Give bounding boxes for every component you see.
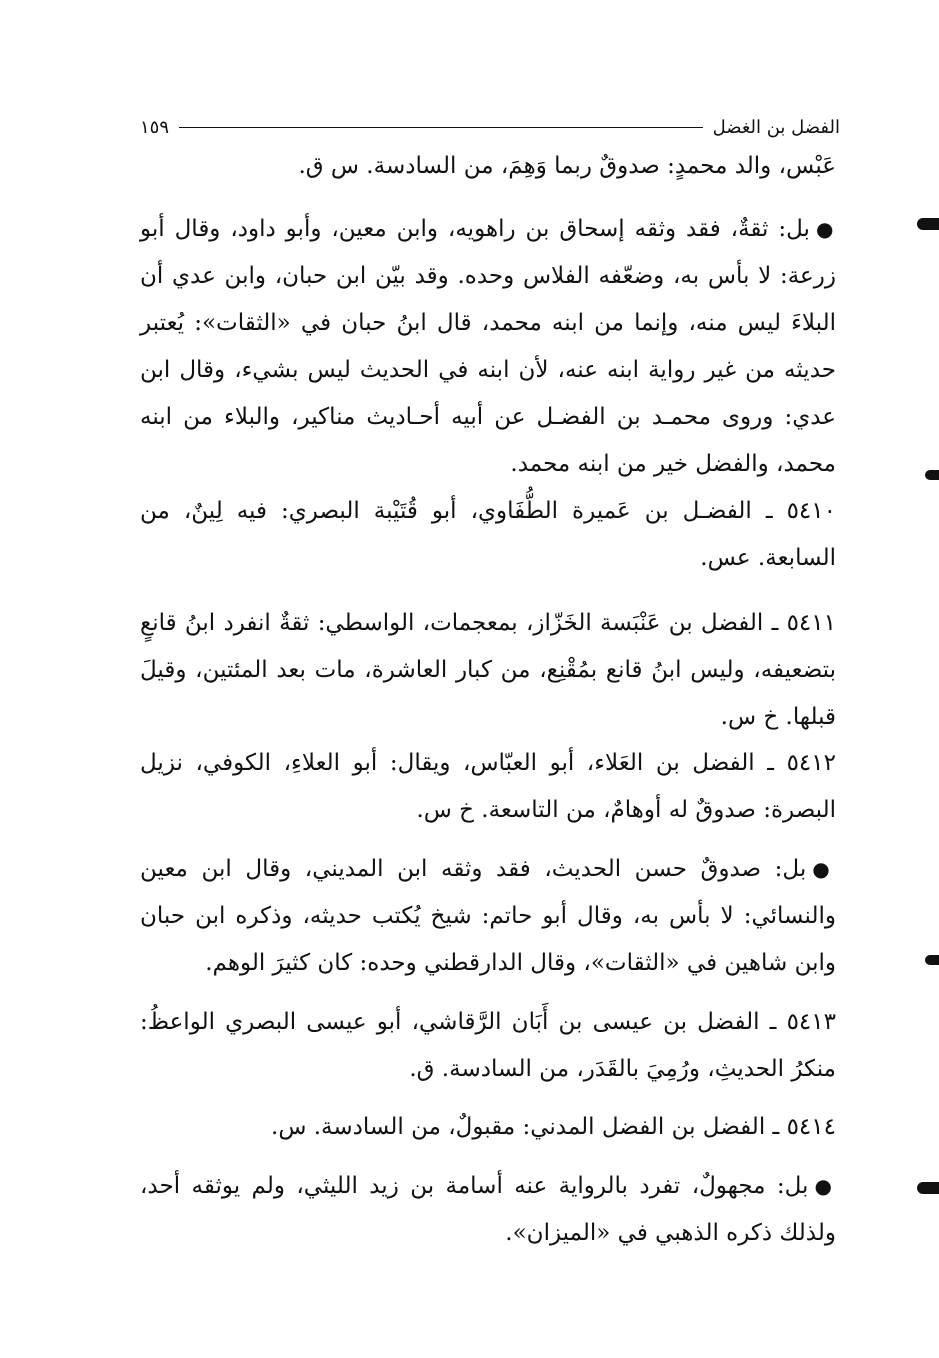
entry-5411 (140, 600, 836, 741)
entry-text: ٥٤١٣ ـ الفضل بن عيسى بن أَبَان الرَّقاشي، أبو عيسى البصري الواعظُ: منكرُ الحديثِ، ورُمِيَ بالقَدَر، من السادسة. ق. (140, 1009, 836, 1082)
entry-5412 (140, 740, 836, 834)
margin-tab-mark (925, 470, 939, 480)
commentary-text: بل: صدوقٌ حسن الحديث، فقد وثقه ابن المديني، وقال ابن معين والنسائي: لا بأس به، وقال أبو حاتم: شيخ يُكتب حديثه، وذكره ابن حبان وابن شاهين في «الثقات»، وقال الدارقطني وحده: كان كثيرَ الوهم. (140, 856, 836, 976)
bullet-icon: ● (814, 1174, 836, 1198)
entry-5414 (140, 1104, 836, 1151)
entry-text: عَبْس، والد محمدٍ: صدوقٌ ربما وَهِمَ، من السادسة. س ق. (298, 153, 836, 179)
entry-text: ٥٤١١ ـ الفضل بن عَنْبَسة الخَزّاز، بمعجمات، الواسطي: ثقةٌ انفرد ابنُ قانعٍ بتضعيفه، وليس ابنُ قانع بمُقْنِع، من كبار العاشرة، مات بعد المئتين، وقيلَ قبلها. خ س. (140, 610, 836, 730)
margin-tab-mark (917, 1182, 939, 1194)
entry-text: ٥٤١٢ ـ الفضل بن العَلاء، أبو العبّاس، ويقال: أبو العلاءِ، الكوفي، نزيل البصرة: صدوقٌ له أوهامٌ، من التاسعة. خ س. (140, 750, 836, 823)
commentary-text: بل: مجهولٌ، تفرد بالرواية عنه أسامة بن زيد الليثي، ولم يوثقه أحد، ولذلك ذكره الذهبي في «الميزان». (140, 1173, 836, 1246)
commentary-text: بل: ثقةٌ، فقد وثقه إسحاق بن راهويه، وابن معين، وأبو داود، وقال أبو زرعة: لا بأس به، وضعّفه الفلاس وحده. وقد بيّن ابن حبان، وابن عدي أن البلاءَ ليس منه، وإنما من ابنه محمد، قال ابنُ حبان في «الثقات»: يُعتبر حديثه من غير رواية ابنه عنه، لأن ابنه في الحديث ليس بشيء، وقال ابن عدي: وروى محمـد بن الفضـل عن أبيه أحـاديث مناكير، والبلاء من ابنه محمد، والفضل خير من ابنه محمد. (140, 216, 836, 477)
entry-continuation (140, 143, 836, 190)
page-number: ١٥٩ (140, 116, 170, 138)
commentary-paragraph (140, 1163, 836, 1257)
entry-5410 (140, 488, 836, 582)
bullet-icon: ● (812, 857, 837, 881)
entry-5413 (140, 999, 836, 1093)
bullet-icon: ● (815, 217, 837, 241)
running-header (140, 112, 840, 142)
margin-tab-mark (925, 955, 939, 965)
commentary-paragraph (140, 206, 836, 488)
margin-tab-mark (917, 218, 939, 230)
header-rule (179, 127, 703, 128)
header-title: الفضل بن الغضل (712, 116, 840, 138)
entry-text: ٥٤١٠ ـ الفضـل بن عَميرة الطُّفَاوي، أبو قُتَيْبة البصري: فيه لِينٌ، من السابعة. عس. (140, 498, 836, 571)
entry-text: ٥٤١٤ ـ الفضل بن الفضل المدني: مقبولٌ، من السادسة. س. (271, 1114, 836, 1140)
commentary-paragraph (140, 846, 836, 987)
